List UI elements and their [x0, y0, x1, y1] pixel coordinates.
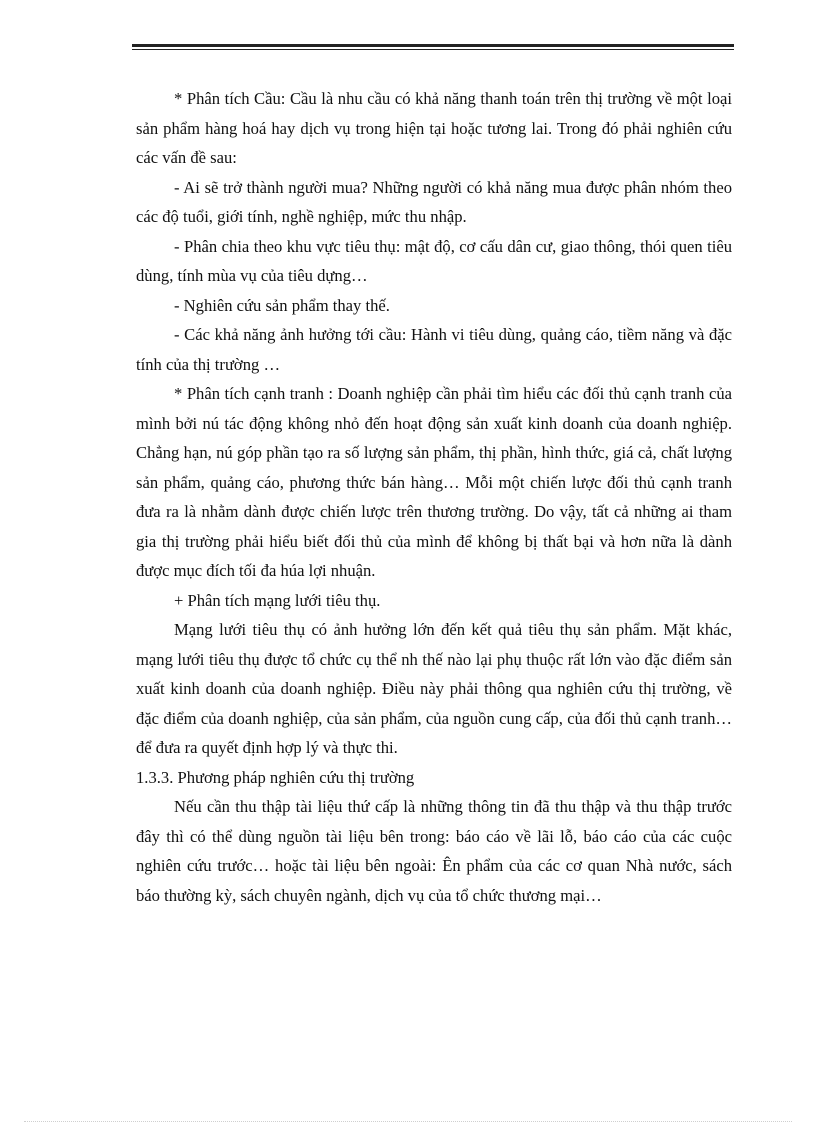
footer-dotted-rule: [24, 1121, 792, 1122]
paragraph-consumption-area: - Phân chia theo khu vực tiêu thụ: mật độ, cơ cấu dân cư, giao thông, thói quen tiêu dùng, tính mùa vụ của tiêu dựng…: [136, 236, 732, 285]
paragraph-buyers: - Ai sẽ trở thành người mua? Những người có khả năng mua được phân nhóm theo các độ tuổi, giới tính, nghề nghiệp, mức thu nhập.: [136, 177, 732, 226]
paragraph-secondary-data: Nếu cần thu thập tài liệu thứ cấp là những thông tin đã thu thập và thu thập trước đây thì có thể dùng nguồn tài liệu bên trong: báo cáo về lãi lỗ, báo cáo của các cuộc nghiên cứu trước… hoặc tài liệu bên ngoài: Ên phẩm của các cơ quan Nhà nước, sách báo thường kỳ, sách chuyên ngành, dịch vụ của tổ chức thương mại…: [136, 797, 732, 905]
body-text: [136, 84, 732, 910]
paragraph-competition-analysis: * Phân tích cạnh tranh : Doanh nghiệp cần phải tìm hiểu các đối thủ cạnh tranh của mình bởi nú tác động không nhỏ đến hoạt động sản xuất kinh doanh của doanh nghiệp. Chẳng hạn, nú góp phần tạo ra số lượng sản phẩm, thị phần, hình thức, giá cả, chất lượng sản phẩm, quảng cáo, phương thức bán hàng… Mỗi một chiến lược đối thủ cạnh tranh đưa ra là nhằm dành được chiến lược trên thương trường. Do vậy, tất cả những ai tham gia thị trường phải hiểu biết đối thủ của mình để không bị thất bại và hơn nữa là dành được mục đích tối đa húa lợi nhuận.: [136, 384, 732, 580]
header-double-rule: [132, 44, 734, 50]
paragraph-distribution-network: Mạng lưới tiêu thụ có ảnh hưởng lớn đến kết quả tiêu thụ sản phẩm. Mặt khác, mạng lưới tiêu thụ được tổ chức cụ thể nh thế nào lại phụ thuộc rất lớn vào đặc điểm sản xuất kinh doanh của doanh nghiệp. Điều này phải thông qua nghiên cứu thị trường, về đặc điểm của doanh nghiệp, của sản phẩm, của nguồn cung cấp, của đối thủ cạnh tranh… để đưa ra quyết định hợp lý và thực thi.: [136, 620, 732, 757]
paragraph-distribution-network-label: + Phân tích mạng lưới tiêu thụ.: [174, 590, 381, 610]
paragraph-demand-analysis: * Phân tích Cầu: Cầu là nhu cầu có khả năng thanh toán trên thị trường về một loại sản phẩm hàng hoá hay dịch vụ trong hiện tại hoặc tương lai. Trong đó phải nghiên cứu các vấn đề sau:: [136, 89, 732, 167]
paragraph-demand-factors: - Các khả năng ảnh hưởng tới cầu: Hành vi tiêu dùng, quảng cáo, tiềm năng và đặc tính của thị trường …: [136, 325, 732, 374]
section-heading: 1.3.3. Phương pháp nghiên cứu thị trường: [136, 767, 415, 787]
paragraph-substitute-products: - Nghiên cứu sản phẩm thay thế.: [174, 295, 390, 315]
